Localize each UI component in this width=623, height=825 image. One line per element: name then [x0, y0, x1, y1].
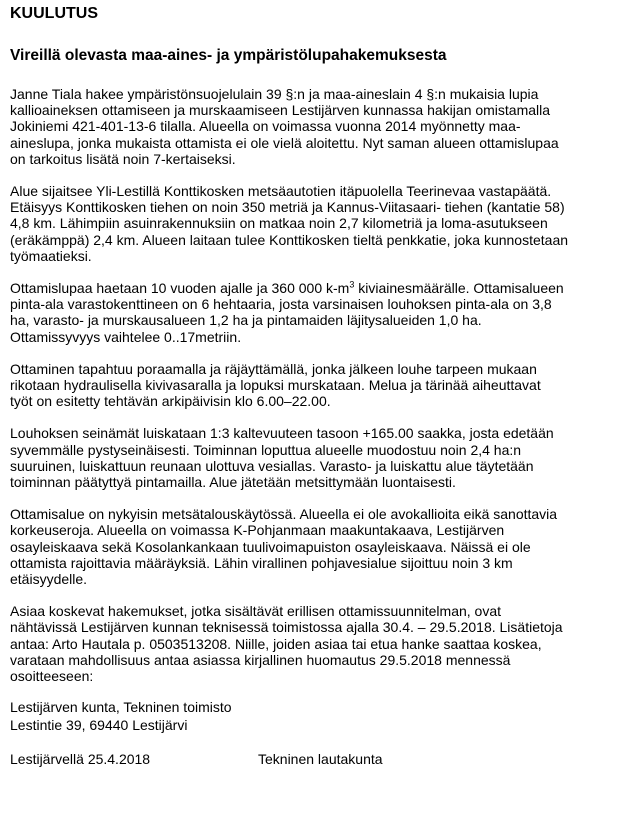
text-line: 4,8 km. Lähimpiin asuinrakennuksiin on matkaa noin 2,7 kilometriä ja loma-asutukseen	[10, 215, 548, 232]
paragraph-application	[10, 86, 616, 167]
signature-footer	[10, 750, 616, 768]
document-heading: KUULUTUS	[10, 5, 98, 22]
text-line: (eräkämppä) 2,4 km. Alueen laitaan tulee Konttikosken tieltä penkkatie, joka kunnostetaan	[10, 231, 569, 248]
text-line: Jokiniemi 421-401-13-6 tilalla. Alueella on voimassa vuonna 2014 myönnetty maa-	[10, 118, 521, 135]
text-line: Janne Tiala hakee ympäristönsuojelulain 39 §:n ja maa-aineslain 4 §:n mukaisia lupia	[10, 86, 539, 102]
address-block	[10, 698, 616, 734]
text-line: osayleiskaava sekä Kosolankankaan tuulivoimapuiston osayleiskaava. Näissä ei ole	[10, 538, 531, 555]
text-line: pinta-ala varastokenttineen on 6 hehtaaria, josta varsinaisen louhoksen pinta-ala on 3,8	[10, 296, 552, 313]
text-line: suuruinen, luiskattuun reunaan ulottuva vesiallas. Varasto- ja luiskattu alue täytetään	[10, 457, 534, 474]
announcement-document	[10, 4, 616, 768]
signer: Tekninen lautakunta	[258, 751, 383, 768]
text-line: on tarkoitus lisätä noin 7-kertaiseksi.	[10, 150, 236, 167]
text-segment: kiviainesmäärälle. Ottamisalueen	[354, 280, 564, 297]
text-line: korkeuseroja. Alueella on voimassa K-Pohjanmaan maakuntakaava, Lestijärven	[10, 522, 505, 539]
text-line: Asiaa koskevat hakemukset, jotka sisältävät erillisen ottamissuunnitelman, ovat	[10, 603, 502, 620]
address-line: Lestijärven kunta, Tekninen toimisto	[10, 699, 232, 716]
text-line: osoitteeseen:	[10, 668, 94, 685]
text-line: Ottaminen tapahtuu poraamalla ja räjäyttämällä, jonka jälkeen louhe tarpeen mukaan	[10, 360, 537, 377]
text-line: työmaatieksi.	[10, 247, 92, 264]
text-segment: Ottamislupaa haetaan 10 vuoden ajalle ja 360 000 k-m	[10, 280, 350, 297]
text-line: Etäisyys Konttikosken tiehen on noin 350 metriä ja Kannus-Viitasaari- tiehen (kantatie 58)	[10, 199, 565, 216]
text-line: antaa: Arto Hautala p. 0503513208. Niille, joiden asiaa tai etua hanke saattaa koskea,	[10, 635, 542, 652]
paragraph-public-notice	[10, 603, 616, 684]
paragraph-landscaping	[10, 425, 616, 490]
text-line: Louhoksen seinämät luiskataan 1:3 kaltevuuteen tasoon +165.00 saakka, josta edetään	[10, 425, 554, 442]
paragraph-permit-scope	[10, 280, 616, 345]
paragraph-location	[10, 183, 616, 264]
place-date: Lestijärvellä 25.4.2018	[10, 751, 151, 768]
text-line: Ottamissyvyys vaihtelee 0..17metriin.	[10, 328, 242, 345]
superscript-3: 3	[349, 279, 355, 290]
paragraph-land-use	[10, 506, 616, 587]
text-line: työt on esitetty tehtävän arkipäivisin klo 6.00–22.00.	[10, 393, 331, 410]
text-line: etäisyydelle.	[10, 571, 88, 588]
text-line: varataan mahdollisuus antaa asiassa kirjallinen huomautus 29.5.2018 mennessä	[10, 651, 511, 668]
text-line: ottamista rajoittavia määräyksiä. Lähin virallinen pohjavesialue sijoittuu noin 3 km	[10, 554, 513, 571]
text-line: Ottamisalue on nykyisin metsätalouskäytössä. Alueella ei ole avokallioita eikä sanottavia	[10, 506, 558, 523]
paragraph-operations	[10, 361, 616, 410]
text-line	[10, 280, 616, 296]
text-line: ha, varasto- ja murskausalueen 1,2 ha ja pintamaiden läjitysalueiden 1,0 ha.	[10, 312, 482, 329]
text-line: rikotaan hydraulisella kivivasaralla ja lopuksi murskataan. Melua ja tärinää aiheuttavat	[10, 377, 541, 394]
document-title: Vireillä olevasta maa-aines- ja ympäristölupahakemuksesta	[10, 47, 447, 64]
text-line: Alue sijaitsee Yli-Lestillä Konttikosken metsäautotien itäpuolella Teerinevaa vastapäätä.	[10, 183, 552, 200]
text-line: syvemmälle pystyseinäisesti. Toiminnan loputtua alueelle muodostuu noin 2,4 ha:n	[10, 441, 522, 458]
text-line: nähtävissä Lestijärven kunnan teknisessä toimistossa ajalla 30.4. – 29.5.2018. Lisätietoja	[10, 619, 563, 636]
text-line: kallioaineksen ottamiseen ja murskaamiseen Lestijärven kunnassa hakijan omistamalla	[10, 102, 551, 119]
address-line: Lestintie 39, 69440 Lestijärvi	[10, 717, 188, 734]
text-line: aineslupa, jonka mukaista ottamista ei ole vielä aloitettu. Nyt saman alueen ottamislupaa	[10, 134, 559, 151]
text-line: toiminnan päätyttyä pintamailla. Alue jätetään metsittymään luontaisesti.	[10, 474, 456, 491]
